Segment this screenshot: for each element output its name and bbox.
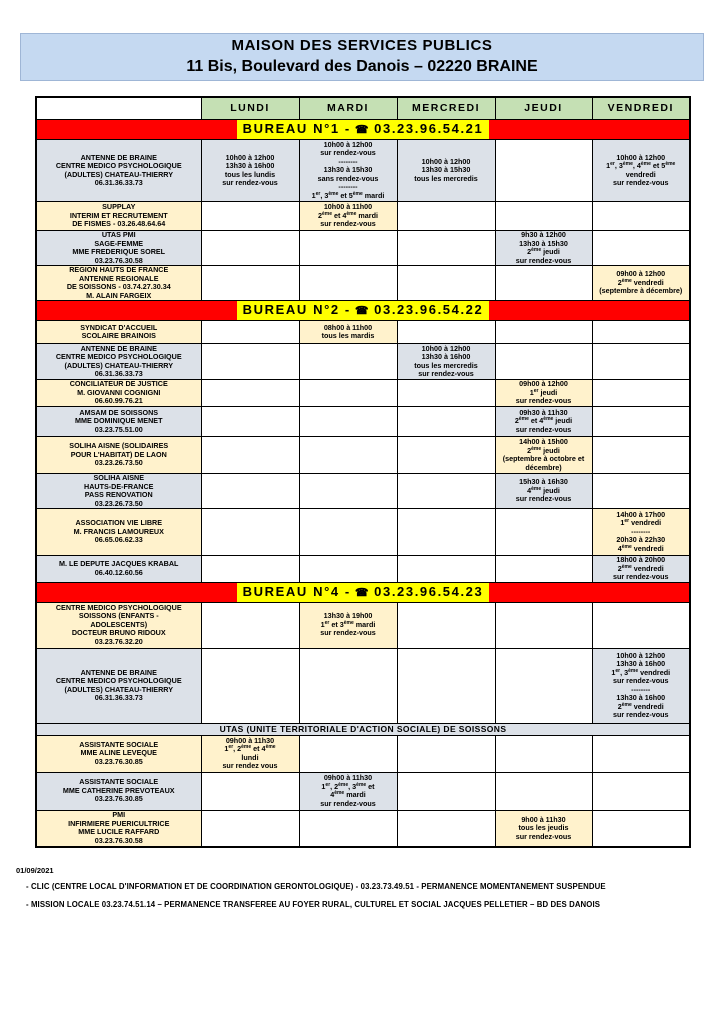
- cell-line: INFIRMIERE PUERICULTRICE: [68, 818, 170, 828]
- cell-line: sur rendez-vous: [515, 831, 572, 841]
- cell-line: 18h00 à 20h00: [616, 555, 666, 564]
- service-name-cell: [36, 344, 201, 380]
- slot-jeudi: [495, 344, 592, 380]
- slot-lundi: [201, 437, 299, 474]
- slot-vendredi: [592, 321, 690, 344]
- service-name-cell: [36, 407, 201, 437]
- slot-lundi: [201, 380, 299, 407]
- cell-line: 1er vendredi: [620, 518, 662, 528]
- telephone-icon: ☎: [354, 305, 371, 317]
- cell-line: 13h30 à 16h00: [421, 352, 471, 361]
- telephone-icon: ☎: [354, 124, 371, 136]
- slot-jeudi: [495, 140, 592, 202]
- cell-line: sur rendez vous: [222, 761, 278, 770]
- service-name-cell: [36, 202, 201, 231]
- telephone-icon: ☎: [354, 586, 371, 599]
- cell-line: 4ème mardi: [330, 790, 366, 799]
- cell-line: 14h00 à 17h00: [616, 509, 666, 519]
- page-address: 11 Bis, Boulevard des Danois – 02220 BRAINE: [186, 58, 538, 75]
- slot-vendredi: [592, 231, 690, 266]
- day-header-lundi: LUNDI: [201, 97, 299, 120]
- slot-mardi: [299, 474, 397, 509]
- cell-line: sur rendez-vous: [612, 572, 669, 581]
- cell-line: 1er, 2ème et 4ème: [224, 744, 276, 753]
- cell-line: sur rendez-vous: [320, 628, 376, 638]
- cell-line: 10h00 à 12h00: [421, 343, 471, 353]
- service-name-cell: [36, 648, 201, 723]
- schedule-table: [35, 96, 691, 848]
- cell-line: sur rendez-vous: [612, 676, 669, 685]
- day-header-row: [36, 97, 690, 120]
- cell-line: 06.31.36.33.73: [94, 369, 143, 378]
- service-name-cell: [36, 437, 201, 474]
- cell-line: 08h00 à 11h00: [323, 322, 373, 332]
- slot-jeudi: [495, 509, 592, 556]
- schedule-row: [36, 321, 690, 344]
- cell-line: AMSAM DE SOISSONS: [79, 407, 159, 417]
- cell-line: CENTRE MEDICO PSYCHOLOGIQUE: [55, 676, 182, 685]
- day-header-jeudi: JEUDI: [495, 97, 592, 120]
- cell-line: ADOLESCENTS): [90, 619, 148, 629]
- slot-lundi: [201, 321, 299, 344]
- bureau-row: [36, 120, 690, 140]
- cell-line: POUR L'HABITAT) DE LAON: [70, 449, 167, 459]
- cell-line: tous les mercredis: [414, 360, 478, 370]
- cell-line: DOCTEUR BRUNO RIDOUX: [71, 628, 166, 638]
- service-name-cell: [36, 772, 201, 810]
- service-name-cell: [36, 140, 201, 202]
- slot-jeudi: [495, 602, 592, 648]
- cell-line: 06.65.06.62.33: [94, 535, 143, 545]
- cell-line: 2ème jeudi: [527, 247, 560, 256]
- bureau-name: BUREAU N°2: [242, 302, 340, 317]
- cell-line: 2ème et 4ème jeudi: [514, 416, 573, 426]
- cell-line: MME ALINE LEVEQUE: [80, 748, 157, 758]
- cell-line: ASSOCIATION VIE LIBRE: [75, 518, 163, 528]
- cell-line: 03.23.76.32.20: [94, 636, 143, 646]
- cell-line: 1er, 3ème, 4ème et 5ème: [606, 161, 676, 170]
- slot-mardi: [299, 380, 397, 407]
- cell-line: 2ème vendredi: [617, 563, 664, 573]
- cell-line: 20h30 à 22h30: [616, 535, 666, 545]
- page-title: MAISON DES SERVICES PUBLICS: [231, 37, 493, 54]
- page-header: [20, 33, 704, 81]
- bureau-label: [237, 583, 490, 602]
- slot-mercredi: [397, 202, 495, 231]
- cell-line: MME CATHERINE PREVOTEAUX: [62, 785, 175, 795]
- schedule-row: [36, 140, 690, 202]
- cell-line: 1er, 3ème vendredi: [611, 667, 671, 677]
- service-name-cell: [36, 602, 201, 648]
- bureau-name: BUREAU N°4: [242, 583, 340, 599]
- service-name-cell: [36, 321, 201, 344]
- service-name-cell: [36, 810, 201, 847]
- cell-line: (septembre à décembre): [599, 286, 683, 296]
- cell-line: sur rendez-vous: [612, 710, 669, 719]
- slot-vendredi: [592, 202, 690, 231]
- day-header-mardi: MARDI: [299, 97, 397, 120]
- slot-mardi: [299, 407, 397, 437]
- cell-line: 10h00 à 12h00: [323, 139, 373, 149]
- slot-mercredi: [397, 231, 495, 266]
- slot-mercredi: [397, 648, 495, 723]
- slot-vendredi: [592, 140, 690, 202]
- slot-mercredi: [397, 556, 495, 583]
- cell-line: M. FRANCIS LAMOUREUX: [73, 526, 164, 536]
- cell-line: M. ALAIN FARGEIX: [86, 290, 152, 300]
- cell-line: 13h30 à 15h30: [519, 238, 568, 248]
- cell-line: 09h00 à 11h30: [225, 735, 275, 745]
- slot-mercredi: [397, 266, 495, 301]
- slot-mardi: [299, 437, 397, 474]
- cell-line: tous les jeudis: [518, 823, 569, 832]
- cell-line: 03.23.75.51.00: [94, 424, 143, 434]
- slot-mardi: [299, 231, 397, 266]
- cell-line: 03.23.26.73.50: [94, 458, 143, 468]
- service-name-cell: [36, 266, 201, 301]
- cell-line: 1er et 3ème mardi: [320, 619, 376, 629]
- cell-line: 1er, 2ème, 3ème et: [321, 781, 375, 791]
- footer-note-clic: - CLIC (CENTRE LOCAL D'INFORMATION ET DE COORDINATION GERONTOLOGIQUE) - 03.23.73.49.51 - PERMANENCE MOMENTANEMENT SUSPENDUE: [26, 882, 606, 891]
- bureau-phone: 03.23.96.54.23: [374, 583, 484, 599]
- cell-line: 06.31.36.33.73: [94, 693, 143, 702]
- slot-vendredi: [592, 407, 690, 437]
- slot-mercredi: [397, 380, 495, 407]
- slot-vendredi: [592, 810, 690, 847]
- utas-section-row: [36, 723, 690, 735]
- slot-lundi: [201, 140, 299, 202]
- cell-line: (septembre à octobre et: [502, 454, 585, 463]
- schedule-row: [36, 202, 690, 231]
- cell-line: SYNDICAT D'ACCUEIL: [80, 322, 158, 332]
- slot-lundi: [201, 202, 299, 231]
- slot-lundi: [201, 772, 299, 810]
- slot-jeudi: [495, 474, 592, 509]
- slot-mardi: [299, 202, 397, 231]
- slot-mercredi: [397, 407, 495, 437]
- slot-mercredi: [397, 437, 495, 474]
- slot-mardi: [299, 321, 397, 344]
- cell-line: lundi: [241, 752, 259, 762]
- slot-lundi: [201, 556, 299, 583]
- schedule-row: [36, 556, 690, 583]
- document-date: 01/09/2021: [16, 866, 54, 875]
- slot-jeudi: [495, 321, 592, 344]
- cell-line: vendredi: [625, 169, 656, 179]
- cell-line: 13h30 à 16h00: [616, 659, 666, 668]
- cell-line: sur rendez-vous: [418, 369, 474, 378]
- slot-mercredi: [397, 140, 495, 202]
- bureau-phone: 03.23.96.54.21: [374, 121, 484, 136]
- cell-line: sur rendez-vous: [515, 396, 572, 406]
- schedule-row: [36, 474, 690, 509]
- slot-vendredi: [592, 772, 690, 810]
- cell-line: --------: [631, 526, 651, 536]
- cell-line: (ADULTES) CHATEAU-THIERRY: [64, 169, 173, 179]
- slot-vendredi: [592, 437, 690, 474]
- bureau-banner: [36, 120, 690, 140]
- slot-jeudi: [495, 648, 592, 723]
- slot-jeudi: [495, 437, 592, 474]
- cell-line: 03.23.76.30.58: [94, 835, 143, 845]
- cell-line: --------: [631, 684, 651, 694]
- service-name-cell: [36, 735, 201, 772]
- cell-line: CENTRE MEDICO PSYCHOLOGIQUE: [55, 161, 182, 170]
- cell-line: PASS RENOVATION: [84, 490, 153, 499]
- cell-line: ANTENNE DE BRAINE: [80, 152, 157, 162]
- cell-line: tous les mercredis: [414, 173, 478, 183]
- cell-line: 06.60.99.76.21: [94, 396, 143, 406]
- bureau-banner: [36, 582, 690, 602]
- slot-jeudi: [495, 735, 592, 772]
- slot-mercredi: [397, 810, 495, 847]
- cell-line: INTERIM ET RECRUTEMENT: [69, 210, 168, 220]
- slot-lundi: [201, 509, 299, 556]
- cell-line: 9h30 à 12h00: [521, 230, 566, 239]
- cell-line: 10h00 à 11h00: [323, 202, 373, 212]
- bureau-name: BUREAU N°1: [242, 121, 340, 136]
- slot-lundi: [201, 648, 299, 723]
- cell-line: SOISSONS (ENFANTS -: [78, 611, 159, 621]
- cell-line: 10h00 à 12h00: [225, 152, 275, 162]
- cell-line: tous les mardis: [321, 331, 375, 340]
- slot-vendredi: [592, 556, 690, 583]
- cell-line: CENTRE MEDICO PSYCHOLOGIQUE: [55, 602, 182, 612]
- cell-line: 06.31.36.33.73: [94, 178, 143, 187]
- slot-vendredi: [592, 735, 690, 772]
- cell-line: REGION HAUTS DE FRANCE: [69, 265, 169, 274]
- schedule-row: [36, 380, 690, 407]
- cell-line: sur rendez-vous: [612, 178, 669, 187]
- schedule-row: [36, 407, 690, 437]
- slot-vendredi: [592, 602, 690, 648]
- cell-line: (ADULTES) CHATEAU-THIERRY: [64, 360, 173, 370]
- cell-line: SOLIHA AISNE (SOLIDAIRES: [69, 441, 169, 451]
- schedule-row: [36, 810, 690, 847]
- slot-mardi: [299, 810, 397, 847]
- schedule-row: [36, 437, 690, 474]
- slot-mardi: [299, 556, 397, 583]
- cell-line: sur rendez-vous: [320, 798, 376, 808]
- slot-lundi: [201, 810, 299, 847]
- cell-line: HAUTS-DE-FRANCE: [84, 481, 154, 491]
- cell-line: sur rendez-vous: [320, 219, 376, 229]
- slot-mercredi: [397, 509, 495, 556]
- slot-jeudi: [495, 810, 592, 847]
- slot-mardi: [299, 772, 397, 810]
- cell-line: 2ème jeudi: [527, 445, 560, 455]
- bureau-banner: [36, 301, 690, 321]
- slot-jeudi: [495, 407, 592, 437]
- slot-jeudi: [495, 556, 592, 583]
- slot-mercredi: [397, 772, 495, 810]
- cell-line: sur rendez-vous: [320, 148, 376, 158]
- slot-mardi: [299, 735, 397, 772]
- slot-vendredi: [592, 509, 690, 556]
- bureau-separator: -: [339, 121, 351, 136]
- schedule-row: [36, 266, 690, 301]
- cell-line: sur rendez-vous: [515, 255, 572, 265]
- slot-mardi: [299, 140, 397, 202]
- cell-line: SAGE-FEMME: [94, 238, 144, 248]
- schedule-row: [36, 344, 690, 380]
- cell-line: 03.23.76.30.85: [94, 756, 143, 766]
- slot-lundi: [201, 231, 299, 266]
- cell-line: SCOLAIRE BRAINOIS: [81, 331, 156, 340]
- cell-line: DE SOISSONS - 03.74.27.30.34: [66, 282, 171, 291]
- schedule-row: [36, 509, 690, 556]
- slot-mercredi: [397, 735, 495, 772]
- slot-vendredi: [592, 474, 690, 509]
- bureau-separator: -: [339, 302, 351, 317]
- cell-line: --------: [338, 156, 358, 166]
- slot-mardi: [299, 266, 397, 301]
- cell-line: 09h30 à 11h30: [519, 407, 568, 417]
- cell-line: CONCILIATEUR DE JUSTICE: [69, 379, 168, 389]
- slot-lundi: [201, 344, 299, 380]
- schedule-row: [36, 231, 690, 266]
- slot-jeudi: [495, 231, 592, 266]
- slot-lundi: [201, 407, 299, 437]
- bureau-separator: -: [339, 583, 351, 599]
- cell-line: 13h30 à 15h30: [323, 165, 373, 175]
- cell-line: 13h30 à 16h00: [225, 161, 275, 170]
- cell-line: DE FISMES - 03.26.48.64.64: [72, 219, 166, 229]
- service-name-cell: [36, 509, 201, 556]
- schedule-row: [36, 602, 690, 648]
- cell-line: 15h30 à 16h30: [519, 477, 568, 487]
- cell-line: 9h00 à 11h30: [521, 814, 566, 824]
- cell-line: décembre): [525, 462, 562, 472]
- cell-line: ANTENNE DE BRAINE: [80, 343, 157, 353]
- bureau-row: [36, 582, 690, 602]
- cell-line: 1er, 3ème et 5ème mardi: [311, 190, 385, 200]
- slot-lundi: [201, 266, 299, 301]
- cell-line: 2ème vendredi: [617, 701, 664, 711]
- cell-line: (ADULTES) CHATEAU-THIERRY: [64, 684, 173, 694]
- cell-line: ANTENNE REGIONALE: [79, 273, 159, 283]
- cell-line: ASSISTANTE SOCIALE: [79, 777, 159, 787]
- slot-mardi: [299, 509, 397, 556]
- slot-mardi: [299, 344, 397, 380]
- day-header-vendredi: VENDREDI: [592, 97, 690, 120]
- cell-line: sur rendez-vous: [515, 424, 572, 434]
- cell-line: ASSISTANTE SOCIALE: [79, 739, 159, 749]
- cell-line: 2ème vendredi: [617, 277, 664, 287]
- service-name-cell: [36, 474, 201, 509]
- schedule-row: [36, 772, 690, 810]
- cell-line: 2ème et 4ème mardi: [318, 210, 378, 220]
- service-name-cell: [36, 231, 201, 266]
- bureau-label: [237, 120, 490, 139]
- day-header-mercredi: MERCREDI: [397, 97, 495, 120]
- cell-line: UTAS PMI: [101, 230, 136, 239]
- cell-line: 4ème vendredi: [617, 543, 664, 553]
- cell-line: sans rendez-vous: [317, 173, 379, 183]
- cell-line: --------: [338, 182, 358, 192]
- footer-note-mission-locale: - MISSION LOCALE 03.23.74.51.14 – PERMANENCE TRANSFEREE AU FOYER RURAL, CULTUREL ET SOCIAL JACQUES PELLETIER – BD DES DANOIS: [26, 900, 601, 909]
- slot-mercredi: [397, 344, 495, 380]
- slot-jeudi: [495, 266, 592, 301]
- cell-line: 10h00 à 12h00: [616, 650, 666, 660]
- cell-line: CENTRE MEDICO PSYCHOLOGIQUE: [55, 352, 182, 361]
- cell-line: 10h00 à 12h00: [616, 152, 666, 162]
- cell-line: ANTENNE DE BRAINE: [80, 667, 157, 677]
- cell-line: SUPPLAY: [102, 202, 136, 212]
- utas-section-title: UTAS (UNITE TERRITORIALE D'ACTION SOCIALE) DE SOISSONS: [36, 723, 690, 735]
- slot-mercredi: [397, 602, 495, 648]
- slot-mercredi: [397, 474, 495, 509]
- cell-line: 06.40.12.60.56: [94, 567, 143, 577]
- cell-line: 10h00 à 12h00: [421, 156, 471, 166]
- service-name-cell: [36, 380, 201, 407]
- bureau-phone: 03.23.96.54.22: [374, 302, 484, 317]
- cell-line: 14h00 à 15h00: [519, 437, 568, 446]
- cell-line: 13h30 à 19h00: [323, 611, 373, 621]
- slot-jeudi: [495, 202, 592, 231]
- slot-mardi: [299, 648, 397, 723]
- slot-jeudi: [495, 772, 592, 810]
- header-corner: [36, 97, 201, 120]
- slot-lundi: [201, 735, 299, 772]
- cell-line: 09h00 à 11h30: [323, 773, 373, 782]
- cell-line: PMI: [112, 810, 126, 820]
- cell-line: 13h30 à 16h00: [616, 693, 666, 702]
- bureau-row: [36, 301, 690, 321]
- service-name-cell: [36, 556, 201, 583]
- schedule-row: [36, 735, 690, 772]
- cell-line: M. GIOVANNI COGNIGNI: [77, 387, 161, 397]
- cell-line: sur rendez-vous: [222, 178, 278, 187]
- cell-line: 13h30 à 15h30: [421, 165, 471, 175]
- cell-line: MME FREDERIQUE SOREL: [72, 247, 166, 256]
- cell-line: MME DOMINIQUE MENET: [75, 416, 163, 426]
- cell-line: 1er jeudi: [529, 387, 558, 397]
- cell-line: 03.23.76.30.85: [94, 794, 143, 804]
- slot-jeudi: [495, 380, 592, 407]
- cell-line: 09h00 à 12h00: [616, 269, 666, 279]
- cell-line: 03.23.26.73.50: [94, 498, 143, 508]
- cell-line: sur rendez-vous: [515, 494, 572, 504]
- cell-line: M. LE DEPUTE JACQUES KRABAL: [59, 559, 179, 569]
- bureau-label: [237, 301, 490, 320]
- slot-vendredi: [592, 344, 690, 380]
- cell-line: 4ème jeudi: [527, 485, 560, 495]
- cell-line: MME LUCILE RAFFARD: [78, 827, 160, 837]
- cell-line: tous les lundis: [224, 169, 276, 179]
- slot-mardi: [299, 602, 397, 648]
- cell-line: 09h00 à 12h00: [519, 379, 568, 389]
- slot-lundi: [201, 602, 299, 648]
- slot-vendredi: [592, 380, 690, 407]
- slot-vendredi: [592, 648, 690, 723]
- schedule-row: [36, 648, 690, 723]
- slot-mercredi: [397, 321, 495, 344]
- cell-line: SOLIHA AISNE: [93, 473, 145, 482]
- cell-line: 03.23.76.30.58: [94, 255, 143, 265]
- slot-lundi: [201, 474, 299, 509]
- slot-vendredi: [592, 266, 690, 301]
